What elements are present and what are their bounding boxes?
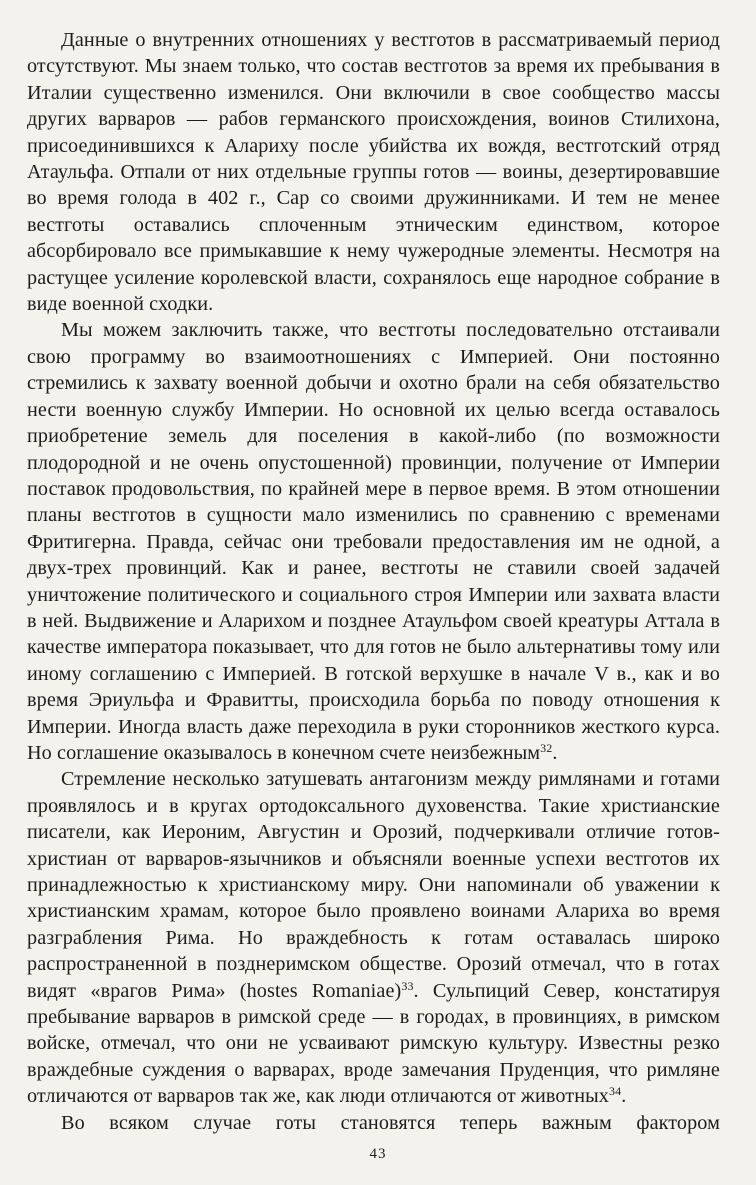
- paragraph-2: Мы можем заключить также, что вестготы последовательно отстаивали свою программу во взаимоотношениях с Империей. Они постоянно стремились к захвату военной добычи и охотно брали на себя обязательство нести военную службу Империи. Но основной их целью всегда оставалось приобретение земель для поселения в какой-либо (по возможности плодородной и не очень опустошенной) провинции, получение от Империи поставок продовольствия, по крайней мере в первое время. В этом отношении планы вестготов в сущности мало изменились по сравнению с временами Фритигерна. Правда, сейчас они требовали предоставления им не одной, а двух-трех провинций. Как и ранее, вестготы не ставили своей задачей уничтожение политического и социального строя Империи или захвата власти в ней. Выдвижение и Аларихом и позднее Атаульфом своей креатуры Аттала в качестве императора показывает, что для готов не было альтернативы тому или иному соглашению с Империей. В готской верхушке в начале V в., как и во время Эриульфа и Фравитты, происходила борьба по поводу отношения к Империи. Иногда власть даже переходила в руки сторонников жесткого курса. Но соглашение оказывалось в конечном счете неизбежным$^{32}$.: [27, 319, 720, 764]
- paragraph-1-text: Данные о внутренних отношениях у вестготов в рассматриваемый период отсутствуют. Мы знаем только, что состав вестготов за время их пребывания в Италии существенно изменился. Они включили в свое сообщество массы других варваров — рабов германского происхождения, воинов Стилихона, присоединившихся к Алариху после убийства их вождя, вестготский отряд Атаульфа. Отпали от них отдельные группы готов — воины, дезертировавшие во время голода в 402 г., Сар со своими дружинниками. И тем не менее вестготы оставались сплоченным этническим единством, которое абсорбировало все примыкавшие к нему чужеродные элементы. Несмотря на растущее усиление королевской власти, сохранялось еще народное собрание в виде военной сходки.: [27, 29, 720, 316]
- footnote-ref-32: 32: [540, 740, 553, 755]
- paragraph-4-text: Во всяком случае готы становятся теперь важным фактором: [61, 1111, 720, 1134]
- paragraph-2-text: Мы можем заключить также, что вестготы последовательно отстаивали свою программу во взаимоотношениях с Империей. Они постоянно стремились к захвату военной добычи и охотно брали на себя обязательство нести военную службу Империи. Но основной их целью всегда оставалось приобретение земель для поселения в какой-либо (по возможности плодородной и не очень опустошенной) провинции, получение от Империи поставок продовольствия, по крайней мере в первое время. В этом отношении планы вестготов в сущности мало изменились по сравнению с временами Фритигерна. Правда, сейчас они требовали предоставления им не одной, а двух-трех провинций. Как и ранее, вестготы не ставили своей задачей уничтожение политического и социального строя Империи или захвата власти в ней. Выдвижение и Аларихом и позднее Атаульфом своей креатуры Аттала в качестве императора показывает, что для готов не было альтернативы тому или иному соглашению с Империей. В готской верхушке в начале V в., как и во время Эриульфа и Фравитты, происходила борьба по поводу отношения к Империи. Иногда власть даже переходила в руки сторонников жесткого курса. Но соглашение оказывалось в конечном счете неизбежным: [27, 319, 720, 764]
- paragraph-3-tail: . Сульпиций Север, констатируя пребывание варваров в римской среде — в городах, в провинциях, в римском войске, отмечал, что они не усваивают римскую культуру. Известны резко враждебные суждения о варварах, вроде замечания Пруденция, что римляне отличаются от варваров так же, как люди отличаются от животных: [27, 979, 720, 1108]
- footnote-ref-33: 33: [401, 978, 414, 993]
- page-number: 43: [369, 1146, 387, 1162]
- paragraph-1: [27, 27, 720, 317]
- paragraph-3: [27, 766, 720, 1109]
- paragraph-4: [27, 1110, 720, 1136]
- paragraph-3-text: Стремление несколько затушевать антагонизм между римлянами и готами проявлялось и в кругах ортодоксального духовенства. Такие христианские писатели, как Иероним, Августин и Орозий, подчеркивали отличие готов-христиан от варваров-язычников и объясняли военные успехи вестготов их принадлежностью к христианскому миру. Они напоминали об уважении к христианским храмам, которое было проявлено воинами Алариха во время разграбления Рима. Но враждебность к готам оставалась широко распространенной в позднеримском обществе. Орозий отмечал, что в готах видят «врагов Рима» (hostes Romaniae): [27, 768, 720, 1002]
- paragraph-3-end: .: [621, 1085, 627, 1108]
- footnote-ref-34: 34: [608, 1084, 622, 1099]
